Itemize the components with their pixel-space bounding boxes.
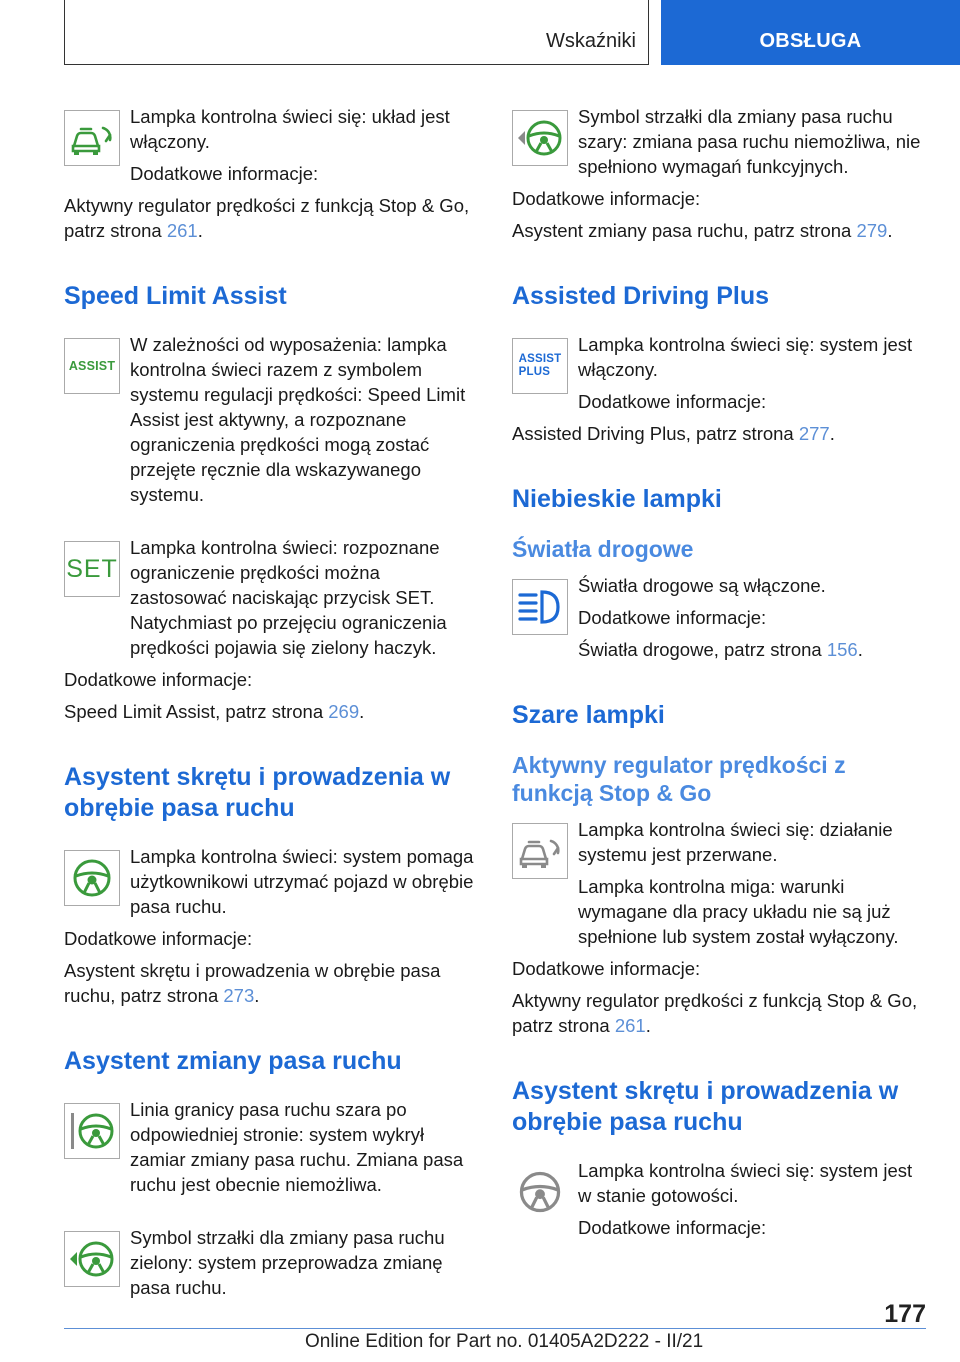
lane-keep-grey-item <box>512 1158 928 1240</box>
lane-change-ref-link[interactable]: 279 <box>856 220 888 241</box>
lane-change-text-2: Symbol strzałki dla zmiany pasa ruchu zielony: system przeprowadza zmianę pasa ruchu. <box>130 1227 445 1298</box>
assist-icon-label: ASSIST <box>68 359 116 373</box>
set-item <box>64 535 480 660</box>
lane-keep-grey-heading: Asystent skrętu i prowadzenia w obrębie pasa ruchu <box>512 1077 899 1136</box>
lane-keep-ref-link[interactable]: 273 <box>223 985 255 1006</box>
grey-lamps-heading: Szare lampki <box>512 701 665 729</box>
set-icon-label: SET <box>66 554 118 583</box>
steering-wheel-grey-icon <box>512 1164 568 1220</box>
speed-limit-heading: Speed Limit Assist <box>64 282 287 310</box>
acc-car-grey-icon <box>512 823 568 879</box>
assist-plus-l1: ASSIST <box>518 353 562 365</box>
high-beam-more: Dodatkowe informacje: <box>578 607 767 628</box>
lane-change-item-2 <box>64 1225 480 1300</box>
chapter-tab[interactable]: OBSŁUGA <box>661 0 960 65</box>
high-beam-text: Światła drogowe są włączone. <box>578 575 826 596</box>
speed-limit-ref: Speed Limit Assist, patrz strona 269. <box>64 701 365 722</box>
assist-plus-icon <box>512 338 568 394</box>
acc-ref-link[interactable]: 261 <box>166 220 198 241</box>
steering-wheel-arrow-grey-icon <box>512 110 568 166</box>
assist-item <box>64 332 480 507</box>
acc-more: Dodatkowe informacje: <box>130 163 319 184</box>
assist-text: W zależności od wyposażenia: lampka kontrolna świeci razem z symbolem systemu regulacji prędkości: Speed Limit Assist jest aktywny, a rozpoznane ograniczenia prędkości mogą zostać przejęte ręcznie dla wskazywanego systemu. <box>130 334 466 505</box>
lane-keep-heading: Asystent skrętu i prowadzenia w obrębie pasa ruchu <box>64 763 451 822</box>
steering-wheel-green-icon <box>64 850 120 906</box>
acc-grey-text-1: Lampka kontrolna świeci się: działanie systemu jest przerwane. <box>578 819 893 865</box>
lane-change-heading: Asystent zmiany pasa ruchu <box>64 1047 402 1075</box>
acc-line2: włączony. <box>130 131 210 152</box>
section-title-box <box>64 0 649 65</box>
acc-car-green-icon <box>64 110 120 166</box>
lane-keep-more: Dodatkowe informacje: <box>64 928 253 949</box>
high-beam-ref-link[interactable]: 156 <box>826 639 858 660</box>
right-column <box>512 104 928 1247</box>
lane-change-item-1 <box>64 1097 480 1197</box>
lane-change-text-1: Linia granicy pasa ruchu szara po odpowiedniej stronie: system wykrył zamiar zmiany pasa ruchu. Zmiana pasa ruchu jest obecnie niemożliwa. <box>130 1099 464 1195</box>
acc-grey-heading: Aktywny regulator prędkości z funkcją Stop & Go <box>512 752 846 806</box>
acc-green-item <box>64 104 480 186</box>
footer-rule <box>64 1328 926 1329</box>
assist-plus-l2: PLUS <box>518 366 551 378</box>
acc-line1: Lampka kontrolna świeci się: układ jest <box>130 106 450 127</box>
lane-keep-ref: Asystent skrętu i prowadzenia w obrębie pasa ruchu, patrz strona 273. <box>64 960 441 1006</box>
adp-ref: Assisted Driving Plus, patrz strona 277. <box>512 423 835 444</box>
page-header <box>64 0 960 65</box>
page-number: 177 <box>884 1300 926 1328</box>
adp-more: Dodatkowe informacje: <box>578 391 767 412</box>
high-beam-icon <box>512 579 568 635</box>
lane-keep-grey-text: Lampka kontrolna świeci się: system jest w stanie gotowości. <box>578 1160 913 1206</box>
blue-lamps-heading: Niebieskie lampki <box>512 485 722 513</box>
acc-grey-ref-link[interactable]: 261 <box>614 1015 646 1036</box>
lane-change-ref: Asystent zmiany pasa ruchu, patrz strona 279. <box>512 220 893 241</box>
acc-grey-item <box>512 817 928 949</box>
set-text: Lampka kontrolna świeci: rozpoznane ograniczenie prędkości można zastosować naciskając przycisk SET. Natychmiast po przejęciu ograniczenia prędkości pojawia się zielony haczyk. <box>130 537 447 658</box>
adp-heading: Assisted Driving Plus <box>512 282 770 310</box>
high-beam-heading: Światła drogowe <box>512 536 694 562</box>
acc-grey-more: Dodatkowe informacje: <box>512 958 701 979</box>
left-column <box>64 104 480 1307</box>
steering-wheel-arrow-green-icon <box>64 1231 120 1287</box>
adp-text: Lampka kontrolna świeci się: system jest włączony. <box>578 334 913 380</box>
set-icon <box>64 541 120 597</box>
high-beam-ref: Światła drogowe, patrz strona 156. <box>578 639 863 660</box>
speed-limit-more: Dodatkowe informacje: <box>64 669 253 690</box>
edition-text: Online Edition for Part no. 01405A2D222 - II/21 <box>305 1331 704 1352</box>
high-beam-item <box>512 573 928 662</box>
adp-item <box>512 332 928 414</box>
lane-change-grey-text: Symbol strzałki dla zmiany pasa ruchu szary: zmiana pasa ruchu niemożliwa, nie spełniono wymagań funkcyjnych. <box>578 106 921 177</box>
acc-grey-ref: Aktywny regulator prędkości z funkcją Stop & Go, patrz strona 261. <box>512 990 918 1036</box>
acc-grey-text-2: Lampka kontrolna miga: warunki wymagane dla pracy układu nie są już spełnione lub system został wyłączony. <box>578 876 899 947</box>
lane-change-more: Dodatkowe informacje: <box>512 188 701 209</box>
assist-icon <box>64 338 120 394</box>
section-title: Wskaźniki <box>545 30 636 52</box>
lane-keep-text: Lampka kontrolna świeci: system pomaga użytkownikowi utrzymać pojazd w obrębie pasa ruchu. <box>130 846 474 917</box>
lane-keep-item <box>64 844 480 919</box>
adp-ref-link[interactable]: 277 <box>798 423 830 444</box>
lane-change-grey-item <box>512 104 928 179</box>
steering-wheel-lane-line-icon <box>64 1103 120 1159</box>
lane-keep-grey-more: Dodatkowe informacje: <box>578 1217 767 1238</box>
acc-ref: Aktywny regulator prędkości z funkcją Stop & Go, patrz strona 261. <box>64 195 470 241</box>
speed-limit-ref-link[interactable]: 269 <box>328 701 360 722</box>
